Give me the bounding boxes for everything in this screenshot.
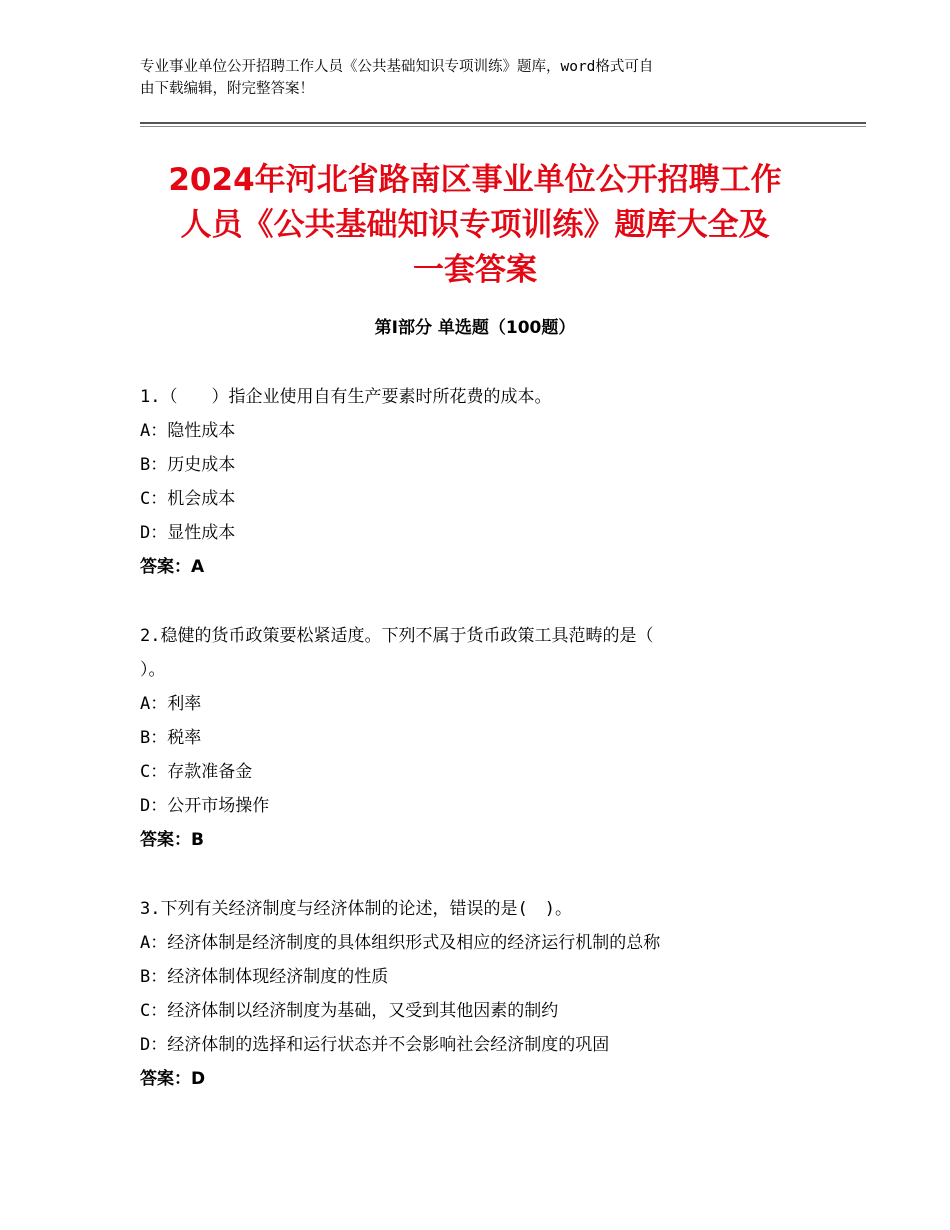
header-divider [140, 122, 866, 124]
header-divider-thin [140, 126, 866, 127]
question-item [140, 619, 810, 857]
question-item [140, 892, 810, 1096]
answer-line: 答案：D [140, 1069, 206, 1089]
option-c: C：经济体制以经济制度为基础，又受到其他因素的制约 [140, 1001, 559, 1021]
option-b: B：经济体制体现经济制度的性质 [140, 967, 389, 987]
option-d: D：经济体制的选择和运行状态并不会影响社会经济制度的巩固 [140, 1035, 610, 1055]
section-title: 第Ⅰ部分 单选题（100题） [374, 318, 576, 338]
option-b: B：历史成本 [140, 455, 236, 475]
option-b: B：税率 [140, 728, 202, 748]
document-title [120, 158, 830, 293]
question-stem: 1.（ ）指企业使用自有生产要素时所花费的成本。 [140, 387, 552, 407]
question-stem-continued: ）。 [140, 660, 166, 680]
question-stem: 3.下列有关经济制度与经济体制的论述，错误的是( )。 [140, 899, 572, 919]
header-note-line: 由下载编辑，附完整答案！ [140, 81, 314, 97]
answer-line: 答案：A [140, 557, 205, 577]
header-note-line: 专业事业单位公开招聘工作人员《公共基础知识专项训练》题库，word格式可自 [140, 59, 654, 75]
question-item [140, 380, 810, 584]
document-title-line: 一套答案 [413, 252, 537, 288]
header-note [140, 56, 820, 100]
option-c: C：机会成本 [140, 489, 236, 509]
option-c: C：存款准备金 [140, 762, 253, 782]
answer-line: 答案：B [140, 830, 204, 850]
question-stem: 2.稳健的货币政策要松紧适度。下列不属于货币政策工具范畴的是（ [140, 626, 654, 646]
option-d: D：公开市场操作 [140, 796, 270, 816]
option-a: A：隐性成本 [140, 421, 236, 441]
option-a: A：经济体制是经济制度的具体组织形式及相应的经济运行机制的总称 [140, 933, 661, 953]
option-a: A：利率 [140, 694, 202, 714]
document-title-line: 2024年河北省路南区事业单位公开招聘工作 [168, 162, 782, 198]
option-d: D：显性成本 [140, 523, 236, 543]
document-title-line: 人员《公共基础知识专项训练》题库大全及 [180, 207, 770, 243]
